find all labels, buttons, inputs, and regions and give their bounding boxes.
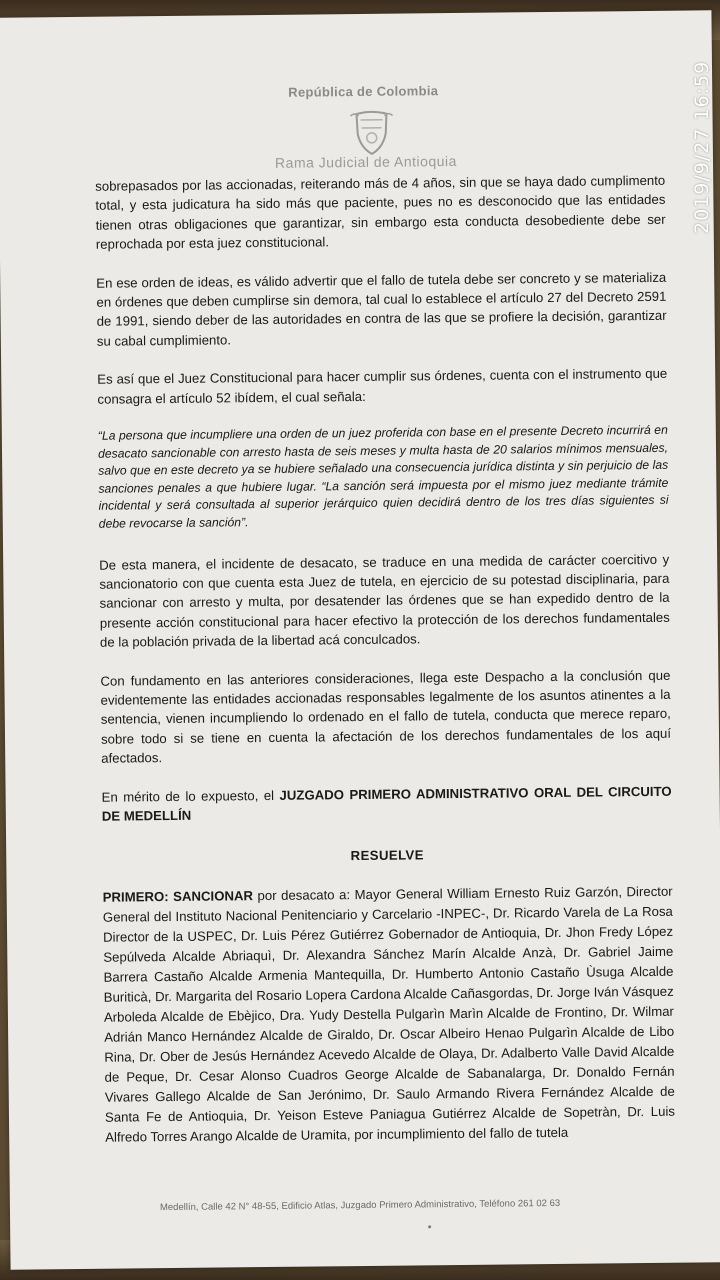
legal-quote: “La persona que incumpliere una orden de un juez proferida con base en el presente Decreto incurrirá en desacato sancionable con arresto hasta de seis meses y multa hasta de 20 salarios mínimos mensuales, salvo que en este decreto ya se hubiere señalado una consecuencia jurídica distinta y sin perjuicio de las sanciones penales a que hubiere lugar. “La sanción será impuesta por el mismo juez mediante trámite incidental y será consultada al superior jerárquico quien decidirá dentro de los tres días siguientes si debe revocarse la sanción”. bbox=[97, 422, 669, 531]
resolution-paragraph bbox=[103, 882, 676, 1148]
page-speck bbox=[428, 1225, 431, 1228]
document-body bbox=[95, 171, 675, 1167]
paragraph-5: Con fundamento en las anteriores consideraciones, llega este Despacho a la conclusión que evidentemente las entidades accionadas responsables legalmente de los asuntos atinentes a la sentencia, vienen incumpliendo lo ordenado en el fallo de tutela, conducta que merece reparo, sobre todo si se tiene en cuenta la afectación de los derechos fundamentales de los aquí afectados. bbox=[100, 667, 672, 767]
document-page bbox=[0, 10, 720, 1269]
paragraph-3: Es así que el Juez Constitucional para hacer cumplir sus órdenes, cuenta con el instrumento que consagra el artículo 52 ibídem, el cual señala: bbox=[97, 366, 668, 407]
header-country: República de Colombia bbox=[288, 83, 439, 100]
paragraph-4: De esta manera, el incidente de desacato, se traduce en una medida de carácter coercitivo y sancionatorio con que cuenta esta Juez de tutela, en ejercicio de su potestad disciplinaria, para sancionar con arresto y multa, por desatender las órdenes que se han expedido dentro de la presente acción constitucional para hacer efectivo la protección de los derechos fundamentales de la población privada de la libertad acá conculcados. bbox=[99, 551, 670, 650]
court-name: JUZGADO PRIMERO ADMINISTRATIVO ORAL DEL CIRCUITO DE MEDELLÍN bbox=[101, 783, 672, 824]
resolution-label: PRIMERO: SANCIONAR bbox=[102, 888, 254, 905]
merit-paragraph bbox=[102, 781, 672, 826]
paragraph-2: En ese orden de ideas, es válido advertir que el fallo de tutela debe ser concreto y se materializa en órdenes que deben cumplirse sin demora, tal cual lo establece el artículo 27 del Decreto 2591 de 1991, siendo deber de las autoridades en contra de las que se profiere la decisión, garantizar su cabal cumplimiento. bbox=[96, 269, 667, 349]
resolution-text: por desacato a: Mayor General William Ernesto Ruiz Garzón, Director General del Instituto Nacional Penitenciario y Carcelario -INPEC-, Dr. Ricardo Varela de La Rosa Director de la USPEC, Dr. Luis Pérez Gutiérrez Gobernador de Antioquia, Dr. Jhon Fredy López Sepúlveda Alcalde Abriaquì, Dr. Alexandra Sánchez Marín Alcalde Anzà, Dr. Gabriel Jaime Barrera Castaño Alcalde Armenia Mantequilla, Dr. Humberto Antonio Castaño Ùsuga Alcalde Buriticà, Dr. Margarita del Rosario Lopera Cardona Alcalde Cañasgordas, Dr. Jorge Iván Vásquez Arboleda Alcalde de Ebèjico, Dra. Yudy Destella Pulgarìn Marìn Alcalde de Frontino, Dr. Wilmar Adrián Manco Hernández Alcalde de Giraldo, Dr. Oscar Albeiro Henao Pulgarìn Alcalde de Libo Rina, Dr. Ober de Jesús Hernández Acevedo Alcalde de Olaya, Dr. Adalberto Valle David Alcalde de Peque, Dr. Cesar Alonso Cuadros George Alcalde de Sabanalarga, Dr. Donaldo Fernán Vivares Gallego Alcalde de San Jerónimo, Dr. Saulo Armando Rivera Fernández Alcalde de Santa Fe de Antioquia, Dr. Yeison Esteve Paniagua Gutiérrez Alcalde de Sopetràn, Dr. Luis Alfredo Torres Arango Alcalde de Uramita, por incumplimiento del fallo de tutela bbox=[102, 883, 676, 1145]
merit-lead: En mérito de lo expuesto, el bbox=[101, 787, 280, 805]
paragraph-1: sobrepasados por las accionadas, reiterando más de 4 años, sin que se haya dado cumplimento total, y esta judicatura ha sido más que paciente, pues no es desconocido que las entidades tienen otras obligaciones que garantizar, sin embargo esta conducta desobediente debe ser reprochada por esta juez constitucional. bbox=[95, 172, 666, 252]
header-branch: Rama Judicial de Antioquia bbox=[274, 152, 457, 171]
photo-timestamp: 2019/9/27 16:59 bbox=[691, 60, 713, 234]
coat-of-arms-icon bbox=[348, 110, 394, 156]
resolve-heading: RESUELVE bbox=[350, 846, 424, 863]
footer-address: Medellín, Calle 42 N° 48-55, Edificio Atlas, Juzgado Primero Administrativo, Teléfono 261 02 63 bbox=[159, 1197, 561, 1214]
